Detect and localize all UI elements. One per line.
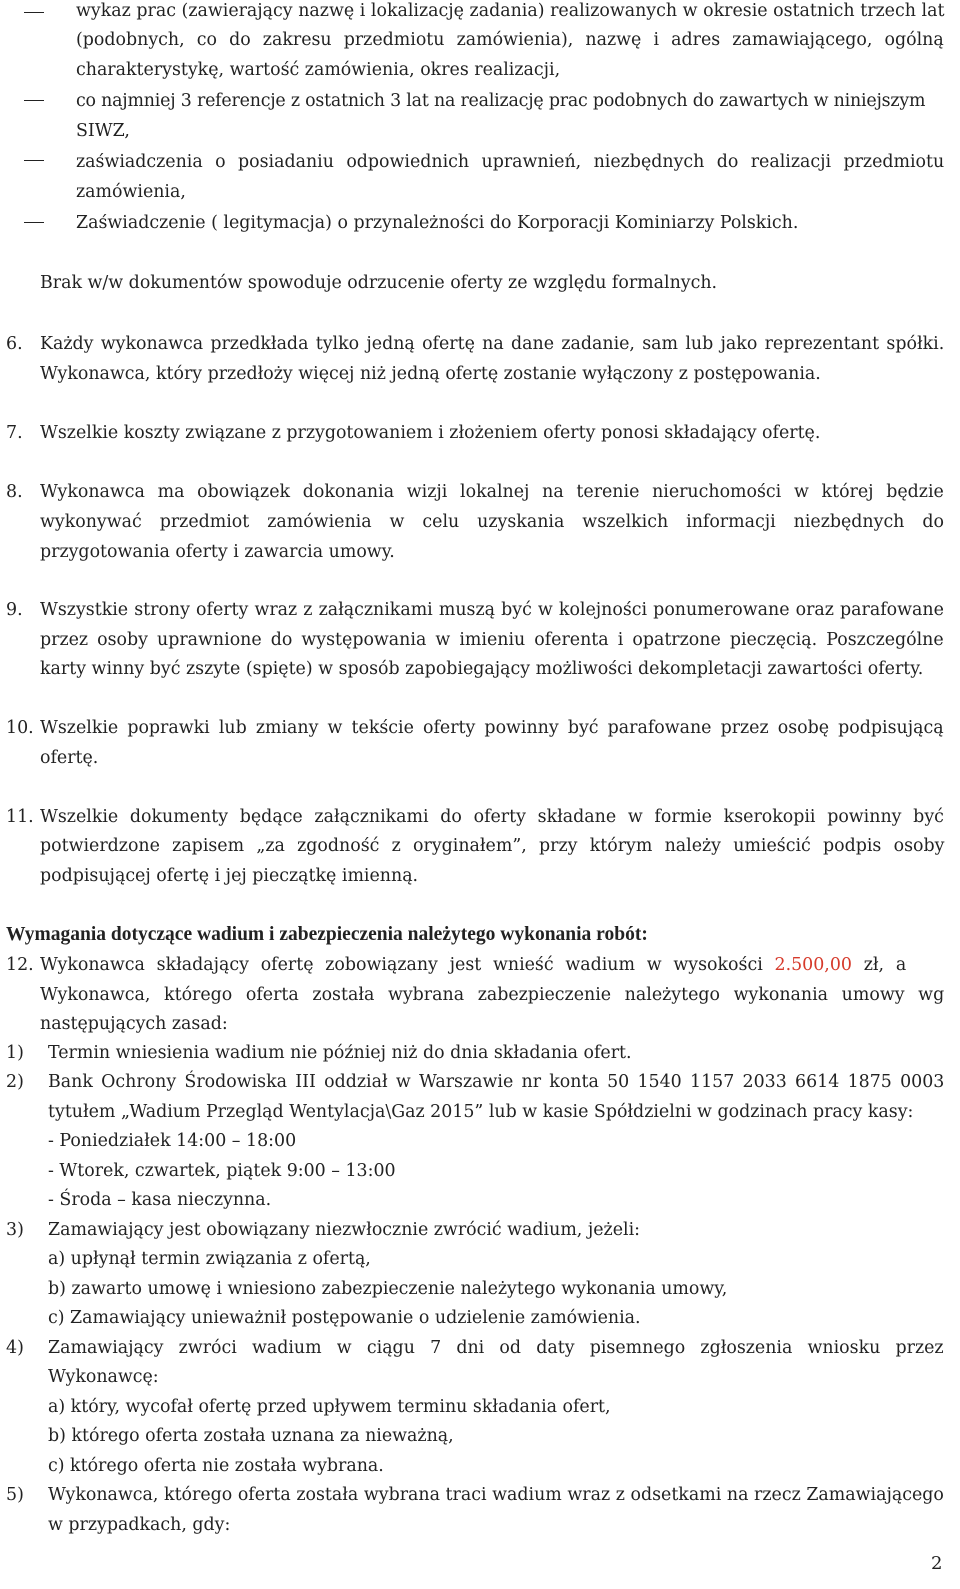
bullet-dash xyxy=(24,160,44,161)
section-heading: Wymagania dotyczące wadium i zabezpieczenia należytego wykonania robót: xyxy=(6,924,648,945)
rule-number: 3) xyxy=(6,1220,24,1240)
rule-number: 4) xyxy=(6,1338,24,1358)
text-line: co najmniej 3 referencje z ostatnich 3 lat na realizację prac podobnych do zawartych w niniejszym xyxy=(76,91,926,111)
text-line xyxy=(40,954,944,976)
text-line: Zaświadczenie ( legitymacja) o przynależności do Korporacji Kominiarzy Polskich. xyxy=(76,213,799,233)
text-line: Wszelkie poprawki lub zmiany w tekście oferty powinny być parafowane przez osobę podpisującą xyxy=(40,718,944,738)
wadium-amount: 2.500,00 xyxy=(774,955,852,975)
bullet-dash xyxy=(24,222,44,223)
text-line: następujących zasad: xyxy=(40,1014,228,1034)
text-line: zamówienia, xyxy=(76,182,186,202)
text-line: tytułem „Wadium Przegląd Wentylacja\Gaz 2015” lub w kasie Spółdzielni w godzinach pracy kasy: xyxy=(48,1102,914,1122)
point-number: 7. xyxy=(6,423,23,443)
text-line: wykonywać przedmiot zamówienia w celu uzyskania wszelkich informacji niezbędnych do xyxy=(40,512,944,532)
text-line: w przypadkach, gdy: xyxy=(48,1515,231,1535)
text-line: b) zawarto umowę i wniesiono zabezpieczenie należytego wykonania umowy, xyxy=(48,1279,728,1299)
text-line: Wykonawca, którego oferta została wybrana traci wadium wraz z odsetkami na rzecz Zamawiającego xyxy=(48,1485,944,1505)
bullet-dash xyxy=(24,12,44,13)
text-line: wykaz prac (zawierający nazwę i lokalizację zadania) realizowanych w okresie ostatnich trzech lat xyxy=(76,1,945,21)
rule-number: 1) xyxy=(6,1043,24,1063)
page-number: 2 xyxy=(931,1553,943,1574)
text-line: ofertę. xyxy=(40,748,99,768)
text-line: Wykonawca, którego oferta została wybrana zabezpieczenie należytego wykonania umowy wg xyxy=(40,985,945,1005)
text-line: przygotowania oferty i zawarcia umowy. xyxy=(40,542,395,562)
text-line: Bank Ochrony Środowiska III oddział w Warszawie nr konta 50 1540 1157 2033 6614 1875 0003 xyxy=(48,1072,945,1092)
text-line: potwierdzone zapisem „za zgodność z oryginałem”, przy którym należy umieścić podpis osoby xyxy=(40,836,945,856)
text-line: a) który, wycofał ofertę przed upływem terminu składania ofert, xyxy=(48,1397,611,1417)
text-line: Wykonawca ma obowiązek dokonania wizji lokalnej na terenie nieruchomości w której będzie xyxy=(40,482,944,502)
text-line: - Środa – kasa nieczynna. xyxy=(48,1190,272,1210)
point-number: 6. xyxy=(6,334,23,354)
text-line: - Wtorek, czwartek, piątek 9:00 – 13:00 xyxy=(48,1161,396,1181)
text-line: karty winny być zszyte (spięte) w sposób zapobiegający możliwości dekompletacji zawartości oferty. xyxy=(40,659,924,679)
text-line: Każdy wykonawca przedkłada tylko jedną ofertę na dane zadanie, sam lub jako reprezentant spółki. xyxy=(40,334,945,354)
text-line: a) upłynął termin związania z ofertą, xyxy=(48,1249,371,1269)
text-line: (podobnych, co do zakresu przedmiotu zamówienia), nazwę i adres zamawiającego, ogólną xyxy=(76,30,944,50)
text-line: b) którego oferta została uznana za nieważną, xyxy=(48,1426,454,1446)
text-line: c) Zamawiający unieważnił postępowanie o udzielenie zamówienia. xyxy=(48,1308,641,1328)
text-line: zaświadczenia o posiadaniu odpowiednich uprawnień, niezbędnych do realizacji przedmiotu xyxy=(76,152,945,172)
text-line: charakterystykę, wartość zamówienia, okres realizacji, xyxy=(76,60,561,80)
point-number: 9. xyxy=(6,600,23,620)
text-line: Wykonawca, który przedłoży więcej niż jedną ofertę zostanie wyłączony z postępowania. xyxy=(40,364,821,384)
text-line: c) którego oferta nie została wybrana. xyxy=(48,1456,384,1476)
text-line: przez osoby uprawnione do występowania w imieniu oferenta i opatrzone pieczęcią. Poszczególne xyxy=(40,630,944,650)
text-line: SIWZ, xyxy=(76,121,130,141)
text-line: Zamawiający jest obowiązany niezwłocznie zwrócić wadium, jeżeli: xyxy=(48,1220,640,1240)
text-line: Termin wniesienia wadium nie później niż do dnia składania ofert. xyxy=(48,1043,632,1063)
rule-number: 5) xyxy=(6,1485,24,1505)
point-number: 8. xyxy=(6,482,23,502)
text-line: Wszelkie koszty związane z przygotowaniem i złożeniem oferty ponosi składający ofertę. xyxy=(40,423,821,443)
point-number: 12. xyxy=(6,955,34,975)
point-number: 11. xyxy=(6,807,34,827)
text-line: Wszelkie dokumenty będące załącznikami do oferty składane w formie kserokopii powinny być xyxy=(40,807,944,827)
text-segment: Wykonawca składający ofertę zobowiązany jest wnieść wadium w wysokości xyxy=(40,955,775,975)
text-line: podpisującej ofertę i jej pieczątkę imienną. xyxy=(40,866,419,886)
text-segment: zł, a xyxy=(851,955,907,975)
brak-note: Brak w/w dokumentów spowoduje odrzucenie oferty ze względu formalnych. xyxy=(40,273,718,293)
rule-number: 2) xyxy=(6,1072,24,1092)
text-line: Zamawiający zwróci wadium w ciągu 7 dni od daty pisemnego zgłoszenia wniosku przez xyxy=(48,1338,944,1358)
text-line: - Poniedziałek 14:00 – 18:00 xyxy=(48,1131,297,1151)
bullet-dash xyxy=(24,100,44,101)
point-number: 10. xyxy=(6,718,34,738)
text-line: Wykonawcę: xyxy=(48,1367,159,1387)
text-line: Wszystkie strony oferty wraz z załącznikami muszą być w kolejności ponumerowane oraz parafowane xyxy=(40,600,944,620)
